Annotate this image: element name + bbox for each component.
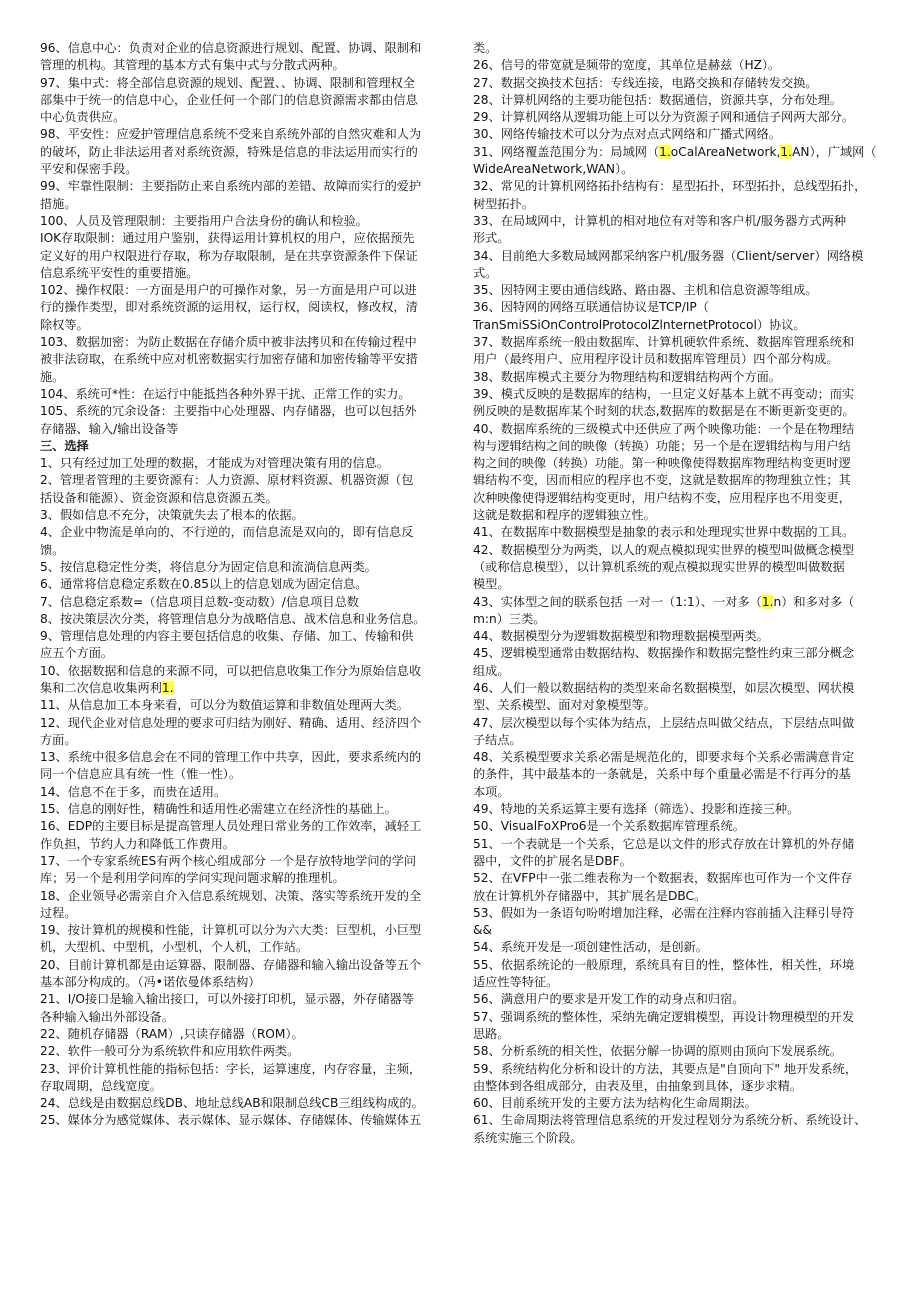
paragraph-item	[473, 749, 886, 801]
paragraph-text: 103、数据加密：为防止数据在存储介质中被非法拷贝和在传输过程中 被非法窃取，在系统中应对机密数据实行加密存储和加密传输等平安措 施。	[40, 335, 418, 384]
paragraph-item	[473, 126, 886, 143]
right-column	[473, 40, 886, 1147]
paragraph-text: 41、在数据库中数据模型是抽象的表示和处理现实世界中数据的工具。	[473, 525, 855, 540]
paragraph-item	[40, 455, 450, 472]
paragraph-text: 59、系统结构化分析和设计的方法，其要点是"自顶向下" 地开发系统， 由整体到各组成部分，由表及里，由抽象到具体，逐步求精。	[473, 1061, 858, 1093]
paragraph-item	[473, 40, 886, 57]
paragraph-item	[473, 1009, 886, 1044]
paragraph-text: 43、实体型之间的联系包括 一对一（1:1）、一对多（	[473, 594, 762, 609]
paragraph-text: 53、假如为一条语句吩咐增加注释，必需在注释内容前插入注释引导符 &&	[473, 905, 855, 938]
paragraph-text: 37、数据库系统一般由数据库、计算机硬软件系统、数据库管理系统和 用户（最终用户、应用程序设计员和数据库管理员）四个部分构成。	[473, 335, 855, 367]
paragraph-item	[40, 1112, 450, 1129]
paragraph-text: IOK存取限制：通过用户鉴别，获得运用计算机权的用户，应依据预先 定义好的用户权限进行存取，称为存取限制，是在共享资源条件下保证 信息系统平安性的重要措施。	[40, 231, 418, 280]
paragraph-item	[40, 178, 450, 213]
paragraph-item	[40, 230, 450, 282]
paragraph-text: 8、按决策层次分类，将管理信息分为战略信息、战术信息和业务信息。	[40, 611, 426, 626]
paragraph-text: 98、平安性：应爱护管理信息系统不受来自系统外部的自然灾难和人为 的破坏，防止非法运用者对系统资源，特殊是信息的非法运用而实行的 平安和保密手段。	[40, 127, 422, 177]
paragraph-text: 25、媒体分为感觉媒体、表示媒体、显示媒体、存储媒体、传输媒体五	[40, 1113, 422, 1128]
paragraph-item	[40, 594, 450, 611]
paragraph-item	[473, 92, 886, 109]
paragraph-item	[473, 282, 886, 299]
paragraph-item	[40, 801, 450, 818]
paragraph-text: 47、层次模型以每个实体为结点，上层结点叫做父结点，下层结点叫做 子结点。	[473, 715, 855, 747]
paragraph-item	[40, 507, 450, 524]
paragraph-text: 60、目前系统开发的主要方法为结构化生命周期法。	[473, 1096, 757, 1111]
paragraph-text: 24、总线是由数据总线DB、地址总线AB和限制总线CB三组线构成的。	[40, 1096, 424, 1111]
paragraph-text: 2、管理者管理的主要资源有：人力资源、原材料资源、机器资源（包 括设备和能源）、资金资源和信息资源五类。	[40, 473, 414, 505]
paragraph-text: AN），广域网（ WideAreaNetwork,WAN）。	[473, 144, 877, 177]
paragraph-text: 38、数据库模式主要分为物理结构和逻辑结构两个方面。	[473, 369, 782, 384]
paragraph-text: 3、假如信息不充分，决策就失去了根本的依据。	[40, 508, 304, 523]
paragraph-text: 28、计算机网络的主要功能包括：数据通信，资源共享，分布处理。	[473, 92, 842, 107]
paragraph-item	[473, 957, 886, 992]
paragraph-item	[473, 836, 886, 871]
paragraph-item	[473, 542, 886, 594]
paragraph-item	[40, 1095, 450, 1112]
paragraph-text: 21、I/O接口是输入输出接口，可以外接打印机，显示器，外存储器等 各种输入输出外部设备。	[40, 992, 415, 1024]
paragraph-item	[40, 75, 450, 127]
paragraph-text: 99、牢靠性限制：主要指防止来自系统内部的差错、故障而实行的爱护 措施。	[40, 179, 422, 211]
paragraph-text: 类。	[473, 41, 498, 55]
paragraph-item	[40, 576, 450, 593]
paragraph-text: 18、企业领导必需亲自介入信息系统规划、决策、落实等系统开发的全 过程。	[40, 888, 422, 920]
paragraph-item	[473, 213, 886, 248]
paragraph-item	[40, 126, 450, 178]
left-column	[40, 40, 450, 1130]
paragraph-item	[473, 715, 886, 750]
paragraph-item	[473, 369, 886, 386]
paragraph-text: 58、分析系统的相关性，依据分解一协调的原则由顶向下发展系统。	[473, 1044, 842, 1059]
paragraph-text: 26、信号的带宽就是频带的宽度，其单位是赫兹（HZ）。	[473, 58, 781, 73]
paragraph-item	[473, 594, 886, 629]
paragraph-item	[40, 1061, 450, 1096]
paragraph-item	[473, 57, 886, 74]
paragraph-text: 104、系统可*性：在运行中能抵挡各种外界干扰、正常工作的实力。	[40, 386, 411, 401]
paragraph-text: 44、数据模型分为逻辑数据模型和物理数据模型两类。	[473, 629, 769, 644]
paragraph-item	[473, 178, 886, 213]
paragraph-item	[473, 109, 886, 126]
highlight-mark: 1.	[761, 594, 774, 609]
paragraph-item	[473, 1095, 886, 1112]
paragraph-text: 40、数据库系统的三级模式中还供应了两个映像功能：一个是在物理结 构与逻辑结构之间的映像（转换）功能；另一个是在逻辑结构与用户结 构之间的映像（转换）功能。第一种映像使得数据库物理结构变更时逻 辑结构不变，因而相应的程序也不变，这就是数据库的物理独立性；其 次种映像使得逻辑结构变更时，用户结构不变，应用程序也不用变更， 这就是数据和程序的逻辑独立性。	[473, 421, 855, 523]
paragraph-text: 23、评价计算机性能的指标包括：字长，运算速度，内存容量，主频， 存取周期，总线宽度。	[40, 1061, 422, 1093]
paragraph-item	[473, 818, 886, 835]
paragraph-text: 9、管理信息处理的内容主要包括信息的收集、存储、加工、传输和供 应五个方面。	[40, 629, 414, 661]
paragraph-item	[473, 939, 886, 956]
paragraph-text: 33、在局域网中，计算机的相对地位有对等和客户机/服务器方式两种 形式。	[473, 213, 847, 246]
paragraph-item	[473, 144, 886, 179]
paragraph-text: 100、人员及管理限制：主要指用户合法身份的确认和检验。	[40, 213, 368, 228]
paragraph-item	[473, 801, 886, 818]
paragraph-text: 61、生命周期法将管理信息系统的开发过程划分为系统分析、系统设计、 系统实施三个阶段。	[473, 1113, 867, 1145]
highlight-mark: 1.	[161, 680, 174, 695]
paragraph-text: 30、网络传输技术可以分为点对点式网络和广播式网络。	[473, 127, 782, 142]
paragraph-item	[40, 957, 450, 992]
paragraph-text: 17、一个专家系统ES有两个核心组成部分 一个是存放特地学问的学问 库；另一个是利用学问库的学问实现问题求解的推理机。	[40, 853, 417, 886]
paragraph-item	[40, 922, 450, 957]
paragraph-item	[40, 697, 450, 714]
paragraph-item	[473, 75, 886, 92]
paragraph-item	[473, 870, 886, 905]
paragraph-text: 49、特地的关系运算主要有选择（筛选）、投影和连接三种。	[473, 802, 800, 817]
paragraph-item	[40, 749, 450, 784]
paragraph-item	[40, 40, 450, 75]
paragraph-text: 22、随机存储器（RAM）,只读存储器（ROM）。	[40, 1026, 304, 1041]
paragraph-item	[473, 1043, 886, 1060]
highlight-mark: 1.	[659, 144, 671, 159]
paragraph-text: 50、VisualFoXPro6是一个关系数据库管理系统。	[473, 819, 745, 834]
paragraph-text: 102、操作权限：一方面是用户的可操作对象，另一方面是用户可以进 行的操作类型，即对系统资源的运用权，运行权，阅读权，修改权，清 除权等。	[40, 283, 418, 332]
paragraph-item	[40, 1043, 450, 1060]
paragraph-text: 5、按信息稳定性分类，将信息分为固定信息和流淌信息两类。	[40, 559, 377, 574]
paragraph-item	[473, 628, 886, 645]
paragraph-item	[40, 386, 450, 403]
paragraph-text: 42、数据模型分为两类，以人的观点模拟现实世界的模型叫做概念模型 （或称信息模型），以计算机系统的观点模拟现实世界的模型叫做数据 模型。	[473, 542, 855, 592]
paragraph-item	[40, 559, 450, 576]
paragraph-item	[40, 818, 450, 853]
paragraph-item	[473, 991, 886, 1008]
paragraph-text: 22、软件一般可分为系统软件和应用软件两类。	[40, 1044, 300, 1059]
paragraph-item	[40, 663, 450, 698]
paragraph-item	[473, 334, 886, 369]
paragraph-text: 27、数据交换技术包括：专线连接，电路交换和存储转发交换。	[473, 75, 818, 90]
paragraph-text: oCalAreaNetwork,	[670, 144, 781, 159]
paragraph-item	[473, 421, 886, 525]
paragraph-item	[473, 905, 886, 940]
highlight-mark: 1.	[780, 144, 793, 159]
paragraph-item	[40, 715, 450, 750]
paragraph-item	[473, 680, 886, 715]
paragraph-item	[40, 991, 450, 1026]
paragraph-item	[40, 784, 450, 801]
paragraph-item	[473, 248, 886, 283]
paragraph-text: 13、系统中很多信息会在不同的管理工作中共享，因此，要求系统内的 同一个信息应具有统一性（惟一性）。	[40, 750, 422, 782]
paragraph-text: 96、信息中心：负责对企业的信息资源进行规划、配置、协调、限制和 管理的机构。其管理的基本方式有集中式与分散式两种。	[40, 41, 422, 73]
paragraph-text: 29、计算机网络从逻辑功能上可以分为资源子网和通信子网两大部分。	[473, 110, 855, 125]
paragraph-text: 15、信息的刚好性，精确性和适用性必需建立在经济性的基础上。	[40, 802, 397, 817]
paragraph-text: 6、通常将信息稳定系数在0.85以上的信息划成为固定信息。	[40, 577, 368, 592]
paragraph-item	[40, 611, 450, 628]
paragraph-text: 三、选择	[40, 438, 89, 453]
paragraph-item	[40, 1026, 450, 1043]
paragraph-text: 52、在VFP中一张二维表称为一个数据表，数据库也可作为一个文件存 放在计算机外存储器中，其扩展名是DBC。	[473, 871, 853, 903]
paragraph-text: 20、目前计算机都是由运算器、限制器、存储器和输入输出设备等五个 基本部分构成的。（冯•诺依曼体系结构）	[40, 957, 422, 990]
paragraph-text: 34、目前绝大多数局域网都采纳客户机/服务器（CIient/server）网络模 式。	[473, 248, 864, 280]
paragraph-text: 56、满意用户的要求是开发工作的动身点和归宿。	[473, 992, 745, 1007]
paragraph-item	[40, 213, 450, 230]
paragraph-text: 46、人们一般以数据结构的类型来命名数据模型，如层次模型、网状模 型、关系模型、面对对象模型等。	[473, 680, 855, 713]
paragraph-item	[40, 472, 450, 507]
paragraph-text: 35、因特网主要由通信线路、路由器、主机和信息资源等组成。	[473, 283, 818, 298]
paragraph-item	[40, 888, 450, 923]
paragraph-text: 4、企业中物流是单向的、不行逆的，而信息流是双向的，即有信息反 馈。	[40, 525, 414, 557]
paragraph-text: 51、一个表就是一个关系，它总是以文件的形式存放在计算机的外存储 器中，文件的扩展名是DBF。	[473, 836, 855, 868]
section-heading	[40, 438, 450, 455]
paragraph-text: 12、现代企业对信息处理的要求可归结为刚好、精确、适用、经济四个 方面。	[40, 715, 422, 747]
paragraph-text: 48、关系模型要求关系必需是规范化的，即要求每个关系必需满意肯定 的条件，其中最基本的一条就是，关系中每个重量必需是不行再分的基 本项。	[473, 750, 855, 799]
paragraph-item	[473, 1112, 886, 1147]
paragraph-text: 36、因特网的网络互联通信协议是TCP/IP（ TranSmiSSiOnControlProtocolZlnternetProtocol）协议。	[473, 300, 806, 332]
paragraph-text: n）和多对多（ m:n）三类。	[473, 594, 855, 626]
paragraph-text: 1、只有经过加工处理的数据，才能成为对管理决策有用的信息。	[40, 456, 390, 471]
paragraph-text: 97、集中式：将全部信息资源的规划、配置、、协调、限制和管理权全 部集中于统一的信息中心，企业任何一个部门的信息资源需求都由信息 中心负责供应。	[40, 75, 418, 125]
paragraph-text: 45、逻辑模型通常由数据结构、数据操作和数据完整性约束三部分概念 组成。	[473, 646, 855, 678]
paragraph-item	[40, 334, 450, 386]
paragraph-text: 32、常见的计算机网络拓扑结构有：星型拓扑，环型拓扑，总线型拓扑， 树型拓扑。	[473, 179, 867, 211]
paragraph-item	[40, 524, 450, 559]
paragraph-text: 31、网络覆盖范围分为：局域网（	[473, 144, 660, 159]
paragraph-text: 16、EDP的主要目标是提高管理人员处理日常业务的工作效率，减轻工 作负担，节约人力和降低工作费用。	[40, 819, 422, 851]
paragraph-item	[40, 853, 450, 888]
paragraph-text: 10、依据数据和信息的来源不同，可以把信息收集工作分为原始信息收 集和二次信息收集两利	[40, 663, 422, 695]
paragraph-item	[473, 299, 886, 334]
paragraph-item	[473, 524, 886, 541]
paragraph-text: 57、强调系统的整体性，采纳先确定逻辑模型，再设计物理模型的开发 思路。	[473, 1009, 855, 1041]
paragraph-item	[40, 628, 450, 663]
paragraph-text: 11、从信息加工本身来看，可以分为数值运算和非数值处理两大类。	[40, 698, 409, 713]
paragraph-item	[40, 403, 450, 438]
paragraph-text: 19、按计算机的规模和性能，计算机可以分为六大类：巨型机，小巨型 机，大型机、中型机，小型机，个人机，工作站。	[40, 923, 422, 955]
paragraph-text: 7、信息稳定系数=（信息项目总数-变动数）/信息项目总数	[40, 594, 359, 609]
paragraph-item	[473, 1061, 886, 1096]
paragraph-item	[40, 282, 450, 334]
paragraph-item	[473, 386, 886, 421]
paragraph-text: 39、模式反映的是数据库的结构，一旦定义好基本上就不再变动；而实 例反映的是数据库某个时刻的状态,数据库的数据是在不断更新变更的。	[473, 386, 855, 419]
paragraph-text: 14、信息不在于多，而贵在适用。	[40, 784, 227, 799]
paragraph-text: 54、系统开发是一项创建性活动，是创新。	[473, 940, 708, 955]
paragraph-item	[473, 645, 886, 680]
paragraph-text: 55、依据系统论的一般原理，系统具有目的性，整体性，相关性，环境 适应性等特征。	[473, 957, 855, 990]
paragraph-text: 105、系统的冗余设备：主要指中心处理器、内存储器，也可以包括外 存储器、输入/输出设备等	[40, 404, 417, 436]
